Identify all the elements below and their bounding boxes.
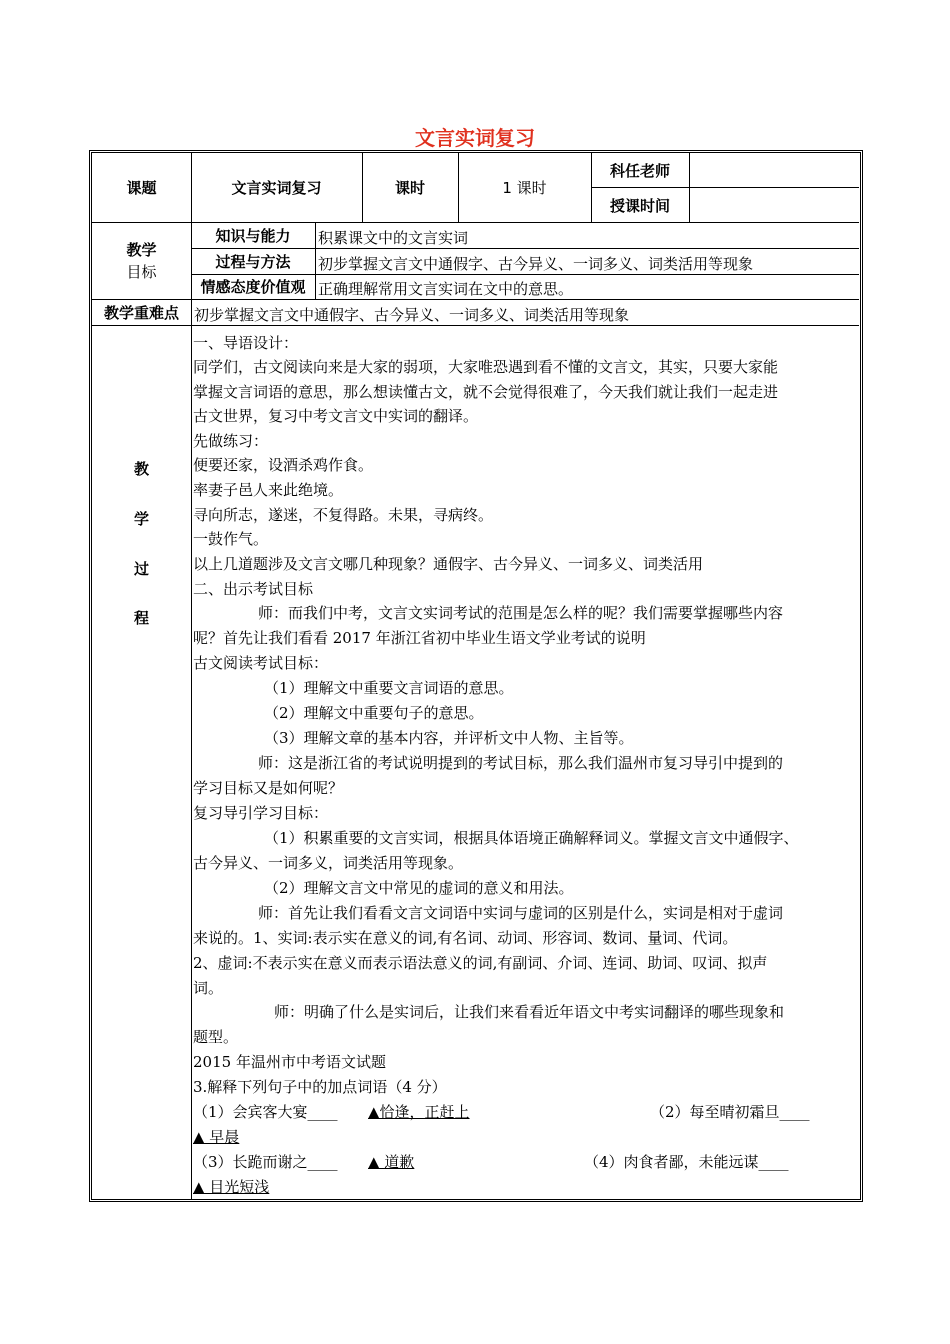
- process-line: 古文世界，复习中考文言文中实词的翻译。: [193, 407, 479, 425]
- process-line: 率妻子邑人来此绝境。: [193, 481, 344, 499]
- process-label-char: 程: [134, 609, 150, 627]
- exercise-question: （3）长跪而谢之____: [193, 1153, 338, 1171]
- process-line: 师：这是浙江省的考试说明提到的考试目标，那么我们温州市复习导引中提到的: [258, 754, 784, 772]
- process-line: 学习目标又是如何呢？: [193, 779, 344, 797]
- subject-label: 课题: [126, 179, 157, 197]
- grid-line: [689, 153, 690, 222]
- period-value: 1 课时: [502, 179, 547, 197]
- keypoints-text: 初步掌握文言文中通假字、古今异义、一词多义、词类活用等现象: [194, 306, 630, 324]
- process-line: （2）理解文言文中常见的虚词的意义和用法。: [264, 879, 574, 897]
- keypoints-label: 教学重难点: [103, 303, 179, 322]
- exercise-answer: ▲ 目光短浅: [193, 1178, 270, 1196]
- goal-name: 过程与方法: [215, 252, 291, 271]
- process-line: 掌握文言词语的意思，那么想读懂古文，就不会觉得很难了，今天我们就让我们一起走进: [193, 383, 779, 401]
- exercise-question: （1）会宾客大宴____: [193, 1103, 338, 1121]
- goal-name: 知识与能力: [215, 226, 291, 245]
- process-line: 古文阅读考试目标：: [193, 654, 329, 672]
- grid-line: [191, 153, 192, 1199]
- process-line: 便要还家，设酒杀鸡作食。: [193, 456, 374, 474]
- time-label: 授课时间: [609, 196, 670, 215]
- goals-label: [92, 222, 191, 299]
- exercise-question: （4）肉食者鄙，未能远谋____: [584, 1153, 789, 1171]
- grid-line: [315, 222, 316, 299]
- process-line: 师：而我们中考，文言文实词考试的范围是怎么样的呢？我们需要掌握哪些内容: [258, 604, 784, 622]
- process-label-char: 学: [134, 510, 150, 528]
- process-line: 一鼓作气。: [193, 530, 269, 548]
- process-line: （2）理解文中重要句子的意思。: [264, 704, 484, 722]
- process-line: 来说的。1、实词:表示实在意义的词,有名词、动词、形容词、数词、量词、代词。: [193, 929, 738, 947]
- process-line: 师：首先让我们看看文言文词语中实词与虚词的区别是什么，实词是相对于虚词: [258, 904, 784, 922]
- process-label-char: 过: [134, 560, 150, 578]
- goal-text: 初步掌握文言文中通假字、古今异义、一词多义、词类活用等现象: [318, 255, 754, 273]
- process-line: 同学们，古文阅读向来是大家的弱项，大家唯恐遇到看不懂的文言文，其实，只要大家能: [193, 358, 779, 376]
- exercise-answer: ▲恰逢，正赶上: [368, 1103, 470, 1121]
- process-line: 2015 年温州市中考语文试题: [193, 1053, 386, 1071]
- exercise-answer: ▲ 早晨: [193, 1128, 240, 1146]
- process-line: 寻向所志，遂迷，不复得路。未果，寻病终。: [193, 506, 494, 524]
- process-line: 一、导语设计：: [193, 334, 299, 352]
- process-line: （3）理解文章的基本内容，并评析文中人物、主旨等。: [264, 729, 634, 747]
- subject-value: 文言实词复习: [231, 179, 322, 197]
- process-line: 呢？首先让我们看看 2017 年浙江省初中毕业生语文学业考试的说明: [193, 629, 646, 647]
- goal-name: 情感态度价值观: [200, 278, 306, 296]
- goals-label-line2: 目标: [126, 262, 157, 281]
- process-line: 二、出示考试目标: [193, 580, 314, 598]
- period-label: 课时: [394, 179, 425, 197]
- process-line: 词。: [193, 979, 224, 997]
- process-line: 师：明确了什么是实词后，让我们来看看近年语文中考实词翻译的哪些现象和: [274, 1003, 785, 1021]
- process-line: （1）积累重要的文言实词，根据具体语境正确解释词义。掌握文言文中通假字、: [264, 829, 799, 847]
- process-label-char: 教: [134, 460, 150, 478]
- process-line: 以上几道题涉及文言文哪几种现象？通假字、古今异义、一词多义、词类活用: [193, 555, 704, 573]
- goals-label-line1: 教学: [126, 240, 157, 259]
- process-line: 题型。: [193, 1028, 239, 1046]
- exercise-question: （2）每至晴初霜旦____: [650, 1103, 810, 1121]
- goal-text: 正确理解常用文言实词在文中的意思。: [318, 280, 574, 298]
- process-line: 2、虚词:不表示实在意义而表示语法意义的词,有副词、介词、连词、助词、叹词、拟声: [193, 954, 768, 972]
- document-title: 文言实词复习: [415, 126, 535, 150]
- process-line: 先做练习：: [193, 432, 269, 450]
- process-line: 古今异义、一词多义，词类活用等现象。: [193, 854, 464, 872]
- grid-line: [92, 325, 859, 326]
- teacher-label: 科任老师: [609, 161, 670, 180]
- grid-line: [92, 299, 859, 300]
- goal-text: 积累课文中的文言实词: [318, 229, 469, 247]
- process-line: 3.解释下列句子中的加点词语（4 分）: [193, 1078, 447, 1096]
- exercise-answer: ▲ 道歉: [368, 1153, 415, 1171]
- process-line: （1）理解文中重要文言词语的意思。: [264, 679, 514, 697]
- process-line: 复习导引学习目标：: [193, 804, 329, 822]
